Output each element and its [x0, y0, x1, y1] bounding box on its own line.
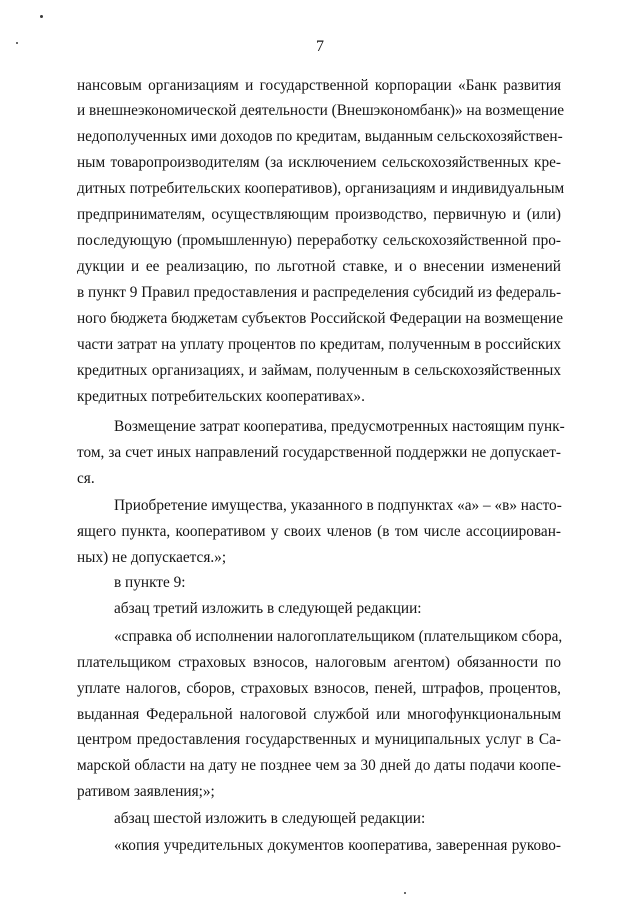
- text-line: «копия учредительных документов кооператива, заверенная руково-: [114, 837, 561, 854]
- text-line: дитных потребительских кооперативов), организациям и индивидуальным: [77, 180, 565, 197]
- scan-speck: [16, 42, 18, 44]
- text-line: ящего пункта, кооперативом у своих членов (в том числе ассоциирован-: [77, 523, 561, 540]
- text-line: дукции и ее реализацию, по льготной ставке, и о внесении изменений: [77, 258, 561, 275]
- text-line: ного бюджета бюджетам субъектов Российской Федерации на возмещение: [77, 310, 564, 327]
- text-line: Приобретение имущества, указанного в подпунктах «а» – «в» насто-: [114, 497, 562, 514]
- text-line: недополученных ими доходов по кредитам, выданным сельскохозяйствен-: [77, 128, 563, 145]
- text-line: кредитных потребительских кооперативах».: [77, 388, 365, 405]
- page-number: 7: [316, 38, 324, 55]
- scan-speck: [404, 892, 406, 894]
- text-line: выданная Федеральной налоговой службой или многофункциональным: [77, 706, 561, 723]
- text-line: уплате налогов, сборов, страховых взносов, пеней, штрафов, процентов,: [77, 680, 561, 697]
- text-line: абзац третий изложить в следующей редакции:: [114, 600, 422, 617]
- text-line: центром предоставления государственных и муниципальных услуг в Са-: [77, 731, 561, 748]
- text-line: последующую (промышленную) переработку сельскохозяйственной про-: [77, 232, 561, 249]
- text-line: ративом заявления;»;: [77, 783, 215, 800]
- text-line: и внешнеэкономической деятельности (Внешэкономбанк)» на возмещение: [77, 102, 565, 119]
- text-line: ся.: [77, 470, 95, 487]
- scan-speck: [40, 15, 43, 18]
- text-line: плательщиком страховых взносов, налоговым агентом) обязанности по: [77, 654, 561, 671]
- text-line: в пункт 9 Правил предоставления и распределения субсидий из федераль-: [77, 284, 562, 301]
- text-line: марской области на дату не позднее чем за 30 дней до даты подачи коопе-: [77, 757, 561, 774]
- text-line: абзац шестой изложить в следующей редакции:: [114, 810, 426, 827]
- text-line: том, за счет иных направлений государственной поддержки не допускает-: [77, 444, 561, 461]
- text-line: ным товаропроизводителям (за исключением сельскохозяйственных кре-: [77, 154, 561, 171]
- text-line: кредитных организациях, и займам, полученным в сельскохозяйственных: [77, 362, 561, 379]
- text-line: в пункте 9:: [114, 574, 186, 591]
- text-line: части затрат на уплату процентов по кредитам, полученным в российских: [77, 336, 561, 353]
- text-line: «справка об исполнении налогоплательщиком (плательщиком сбора,: [114, 628, 563, 645]
- text-line: предпринимателям, осуществляющим производство, первичную и (или): [77, 206, 561, 223]
- text-line: ных) не допускается.»;: [77, 549, 227, 566]
- text-line: Возмещение затрат кооператива, предусмотренных настоящим пунк-: [114, 418, 565, 435]
- text-line: нансовым организациям и государственной корпорации «Банк развития: [77, 77, 561, 94]
